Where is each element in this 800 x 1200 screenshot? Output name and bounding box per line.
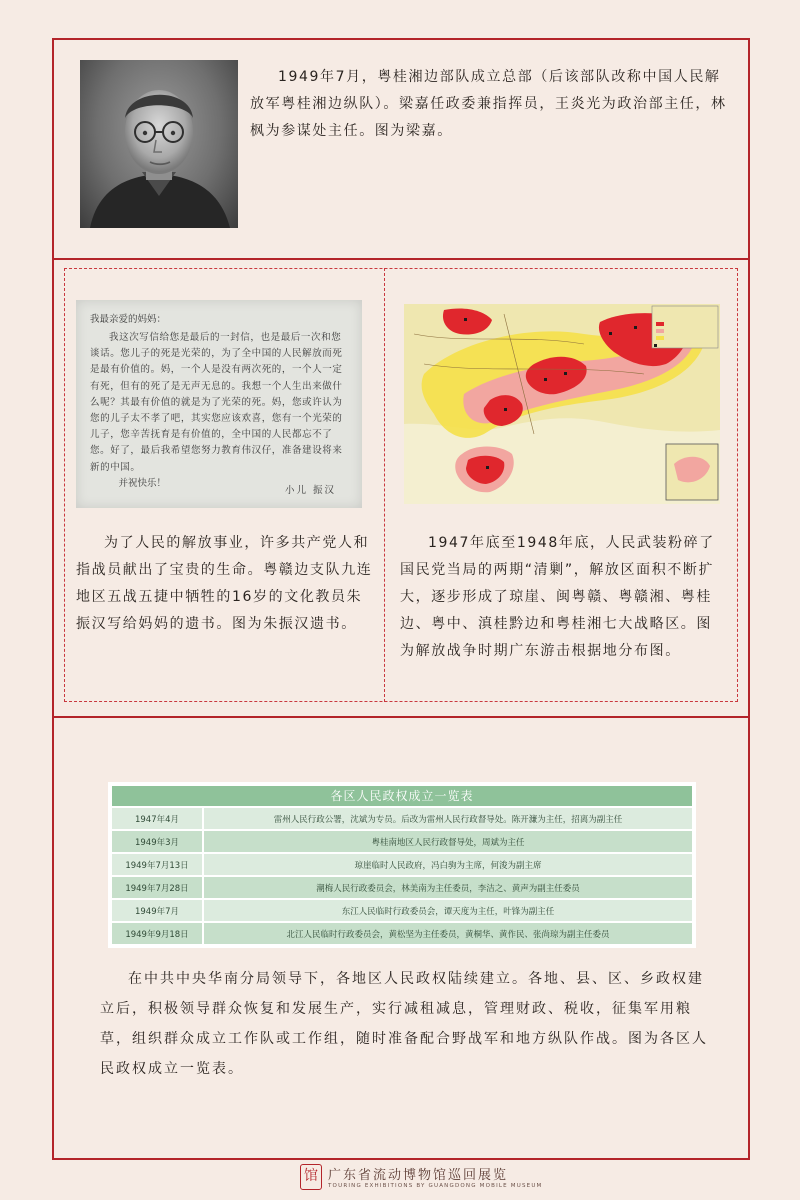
row-date: 1947年4月 bbox=[112, 807, 203, 830]
table-row bbox=[112, 876, 692, 899]
table-body bbox=[112, 806, 692, 944]
row-date: 1949年3月 bbox=[112, 830, 203, 853]
table-row bbox=[112, 899, 692, 922]
table-caption: 在中共中央华南分局领导下，各地区人民政权陆续建立。各地、县、区、乡政权建立后，积极领导群众恢复和发展生产，实行减租减息，管理财政、税收，征集军用粮草，组织群众成立工作队或工作组，随时准备配合野战军和地方纵队作战。图为各区人民政权成立一览表。 bbox=[100, 971, 708, 1077]
museum-footer bbox=[300, 1162, 543, 1194]
row-detail: 东江人民临时行政委员会，谭天度为主任，叶锋为副主任 bbox=[203, 899, 692, 922]
letter-signature: 小儿 振汉 bbox=[284, 485, 336, 496]
guerrilla-base-map bbox=[404, 304, 720, 504]
liang-jia-caption: 1949年7月，粤桂湘边部队成立总部（后该部队改称中国人民解放军粤桂湘边纵队）。梁嘉任政委兼指挥员，王炎光为政治部主任，林枫为参谋处主任。图为梁嘉。 bbox=[250, 69, 727, 139]
museum-subtitle: TOURING EXHIBITIONS BY GUANGDONG MOBILE MUSEUM bbox=[328, 1183, 543, 1189]
row-date: 1949年7月28日 bbox=[112, 876, 203, 899]
row-date: 1949年9月18日 bbox=[112, 922, 203, 944]
government-establishment-table bbox=[108, 782, 696, 948]
row-date: 1949年7月13日 bbox=[112, 853, 203, 876]
museum-logo-icon: 馆 bbox=[300, 1164, 322, 1190]
letter-closing: 并祝快乐！ bbox=[118, 477, 167, 489]
table-row bbox=[112, 807, 692, 830]
map-illustration bbox=[404, 304, 720, 504]
row-date: 1949年7月 bbox=[112, 899, 203, 922]
portrait-illustration bbox=[80, 60, 238, 228]
zhu-zhenhan-letter bbox=[76, 300, 362, 508]
row-detail: 潮梅人民行政委员会，林美南为主任委员，李洁之、黄声为副主任委员 bbox=[203, 876, 692, 899]
row-detail: 琼崖临时人民政府，冯白驹为主席，何浚为副主席 bbox=[203, 853, 692, 876]
table-title: 各区人民政权成立一览表 bbox=[112, 786, 692, 806]
row-detail: 粤桂南地区人民行政督导处，周斌为主任 bbox=[203, 830, 692, 853]
table-row bbox=[112, 830, 692, 853]
letter-salutation: 我最亲爱的妈妈： bbox=[90, 314, 167, 325]
table-row bbox=[112, 853, 692, 876]
map-caption: 1947年底至1948年底，人民武装粉碎了国民党当局的两期“清剿”，解放区面积不断扩大，逐步形成了琼崖、闽粤赣、粤赣湘、粤桂边、粤中、滇桂黔边和粤桂湘七大战略区。图为解放战争时期广东游击根据地分布图。 bbox=[400, 535, 715, 659]
row-detail: 雷州人民行政公署，沈斌为专员。后改为雷州人民行政督导处。陈开濂为主任，招离为副主任 bbox=[203, 807, 692, 830]
museum-name: 广东省流动博物馆巡回展览 bbox=[328, 1168, 509, 1183]
letter-caption: 为了人民的解放事业，许多共产党人和指战员献出了宝贵的生命。粤赣边支队九连地区五战五捷中牺牲的16岁的文化教员朱振汉写给妈妈的遗书。图为朱振汉遗书。 bbox=[76, 535, 373, 632]
table-row bbox=[112, 922, 692, 944]
dashed-column-divider bbox=[384, 268, 385, 702]
row-detail: 北江人民临时行政委员会，黄松坚为主任委员，黄桐华、黄作民、张尚琼为副主任委员 bbox=[203, 922, 692, 944]
letter-body: 我这次写信给您是最后的一封信，也是最后一次和您谈话。您儿子的死是光荣的，为了全中国的人民解放而死是最有价值的。妈，一个人是没有两次死的，一个人一定有死，但有的死了是无声无息的。我想一个人生出来做什么呢？其最有价值的就是为了光荣的死。妈，您或许认为您的儿子太不孝了吧，其实您应该欢喜，您有一个光荣的儿子，您辛苦抚育是有价值的，全中国的人民都忘不了您。好了，最后我希望您努力教育伟汉仔，准备建设将来新的中国。 bbox=[90, 332, 343, 473]
liang-jia-portrait bbox=[80, 60, 238, 228]
